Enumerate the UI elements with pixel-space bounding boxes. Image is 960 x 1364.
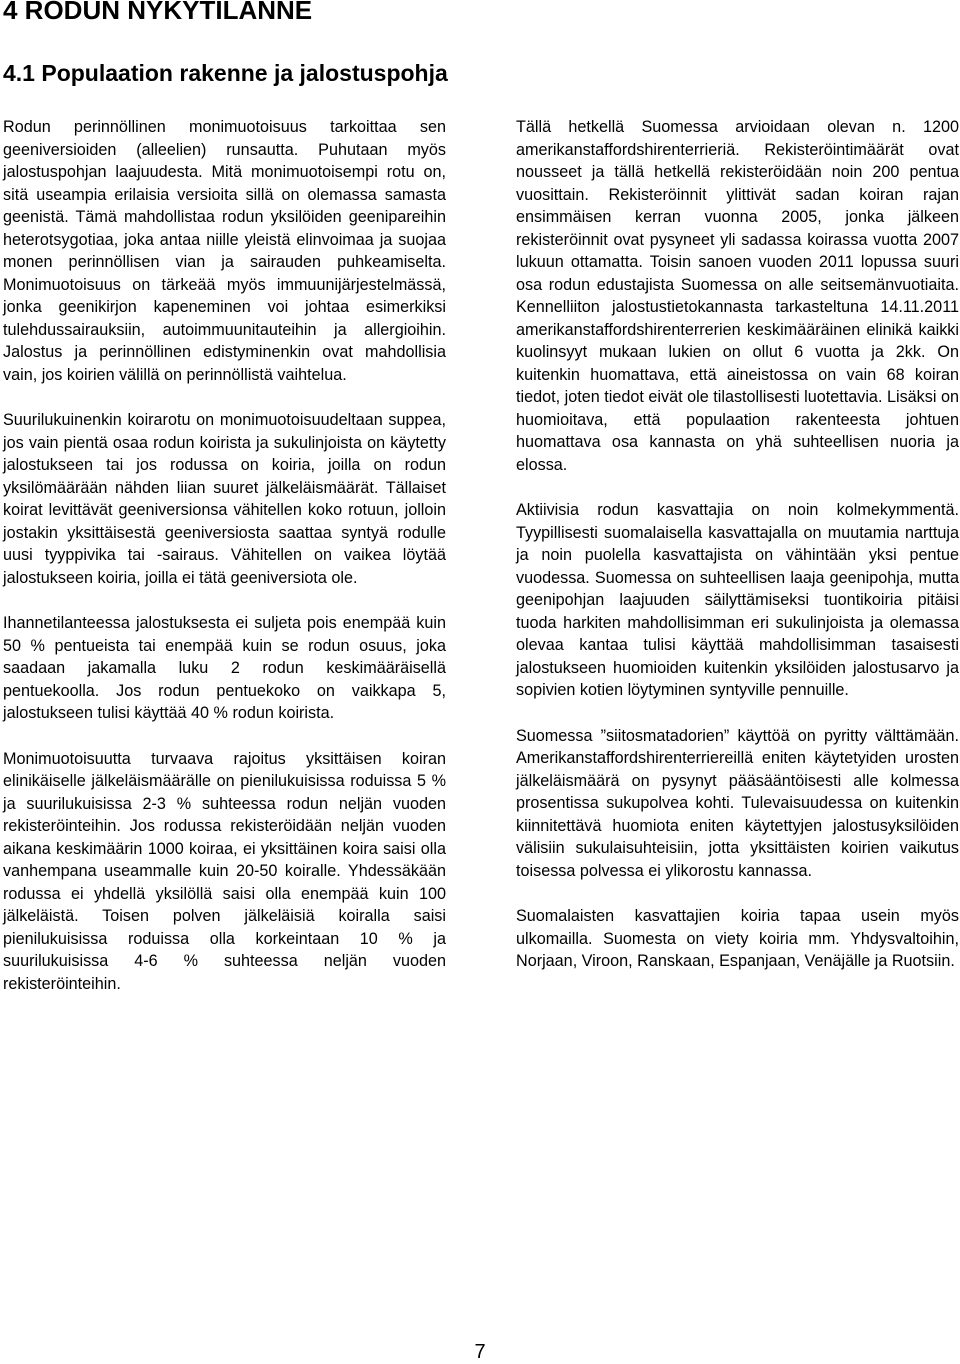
paragraph-nykytilanne: Tällä hetkellä Suomessa arvioidaan olevan n. 1200 amerikanstaffordshirenterrieriä. Rekisteröintimäärät ovat nousseet ja tällä hetkellä rekisteröidään noin 200 pentua vuosittain. Rekisteröinnit ylittivät sadan koiran rajan ensimmäisen kerran vuonna 2005, jonka jälkeen rekisteröinnit ovat pysyneet yli sadassa koirassa vuotta 2007 lukuun ottamatta. Toisin sanoen vuoden 2011 lopussa suuri osa rodun edustajista Suomessa on alle seitsemänvuotiaita. Kennelliiton jalostustietokannasta tarkasteltuna 14.11.2011 amerikanstaffordshirenterrerien keskimääräinen elinikä kaikki kuolinsyyt mukaan lukien on ollut 6 vuotta ja 2kk. On kuitenkin huomattava, että aineistossa on vain 68 koiran tiedot, joten tiedot eivät ole tilastollisesti luotettavia. Lisäksi on huomioitava, että populaation rakenteesta johtuen huomattava osa kannasta on yhä suhteellisen nuoria ja elossa.: [516, 118, 959, 474]
page-title: 4 RODUN NYKYTILANNE: [3, 0, 313, 25]
paragraph-rajoitus: Monimuotoisuutta turvaava rajoitus yksittäisen koiran elinikäiselle jälkeläismäärälle on pienilukuisissa roduissa 5 % ja suurilukuisissa 2-3 % suhteessa rodun neljän vuoden rekisteröinteihin. Jos rodussa rekisteröidään neljän vuoden aikana keskimäärin 1000 koiraa, ei yksittäinen koira saisi olla vanhempana useammalle kuin 20-50 koiralle. Yhdessäkään rodussa ei yhdellä yksilöllä saisi olla enempää kuin 100 jälkeläistä. Toisen polven jälkeläisiä koiralla saisi pienilukuisissa roduissa olla korkeintaan 10 % ja suurilukuisissa 4-6 % suhteessa neljän vuoden rekisteröinteihin.: [3, 749, 446, 993]
section-title: 4.1 Populaation rakenne ja jalostuspohja: [3, 60, 448, 86]
left-column: [3, 116, 446, 1018]
paragraph-suurilukuinen: Suurilukuinenkin koirarotu on monimuotoisuudeltaan suppea, jos vain pientä osaa rodun koirista ja sukulinjoista on käytetty jalostukseen tai jos rodussa on koiria, joilla on rodun yksilömäärään nähden liian suuret jälkeläismäärät. Tällaiset koirat levittävät geeniversionsa vähitellen koko rotuun, jolloin jostakin yksittäisestä geeniversiosta saattaa syntyä rodulle uusi tyyppivika tai -sairaus. Vähitellen on vaikea löytää jalostukseen koiria, joilla ei tätä geeniversiota ole.: [3, 411, 446, 587]
paragraph-siitosmatadorit: Suomessa ”siitosmatadorien” käyttöä on pyritty välttämään. Amerikanstaffordshirenterriereillä eniten käytetyiden urosten jälkeläismäärä on pysynyt pääsääntöisesti alle kolmessa prosentissa sukupolvea kohti. Tulevaisuudessa on kuitenkin kiinnitettävä huomiota eniten käytettyjen jalostusyksilöiden välisiin sukulaisuhteisiin, jotta yksittäisten koirien vaikutus toisessa polvessa ei ylikorostu kannassa.: [516, 726, 959, 880]
page-number: 7: [474, 1341, 486, 1363]
right-column: [516, 116, 959, 996]
paragraph-kasvattajat: Aktiivisia rodun kasvattajia on noin kolmekymmentä. Tyypillisesti suomalaisella kasvattajalla on muutamia narttuja ja noin puolella kasvattajista on vähintään yksi pentue vuodessa. Suomessa on suhteellisen laaja geenipohja, mutta geenipohjan laajuuden säilyttämiseksi tuontikoiria pitäisi tuoda harkiten mahdollisimman eri sukulinjoista ja olemassa olevaa kantaa tulisi käyttää mahdollisimman tasaisesti jalostukseen huomioiden kuitenkin yksilöiden jalostusarvo ja sopivien kotien löytyminen syntyville pennuille.: [516, 501, 959, 699]
paragraph-ulkomaat: Suomalaisten kasvattajien koiria tapaa usein myös ulkomailla. Suomesta on viety koiria mm. Yhdysvaltoihin, Norjaan, Viroon, Ranskaan, Espanjaan, Venäjälle ja Ruotsiin.: [516, 907, 959, 970]
paragraph-ihannetilanne: Ihannetilanteessa jalostuksesta ei suljeta pois enempää kuin 50 % pentueista tai enempää kuin se rodun osuus, joka saadaan jakamalla luku 2 rodun keskimääräisellä pentuekoolla. Jos rodun pentuekoko on vaikkapa 5, jalostukseen tulisi käyttää 40 % rodun koirista.: [3, 614, 446, 722]
paragraph-monimuotoisuus: Rodun perinnöllinen monimuotoisuus tarkoittaa sen geeniversioiden (alleelien) runsautta. Puhutaan myös jalostuspohjan laajuudesta. Mitä monimuotoisempi rotu on, sitä useampia erilaisia versioita sillä on olemassa samasta geenistä. Tämä mahdollistaa rodun yksilöiden geenipareihin heterotsygotiaa, joka antaa niille yleistä elinvoimaa ja suojaa monen perinnöllisen vian ja sairauden puhkeamiselta. Monimuotoisuus on tärkeää myös immuunijärjestelmässä, jonka geenikirjon kapeneminen voi johtaa esimerkiksi tulehdussairauksiin, autoimmuunitauteihin ja allergioihin. Jalostus ja perinnöllinen edistyminenkin ovat mahdollisia vain, jos koirien välillä on perinnöllistä vaihtelua.: [3, 118, 446, 384]
